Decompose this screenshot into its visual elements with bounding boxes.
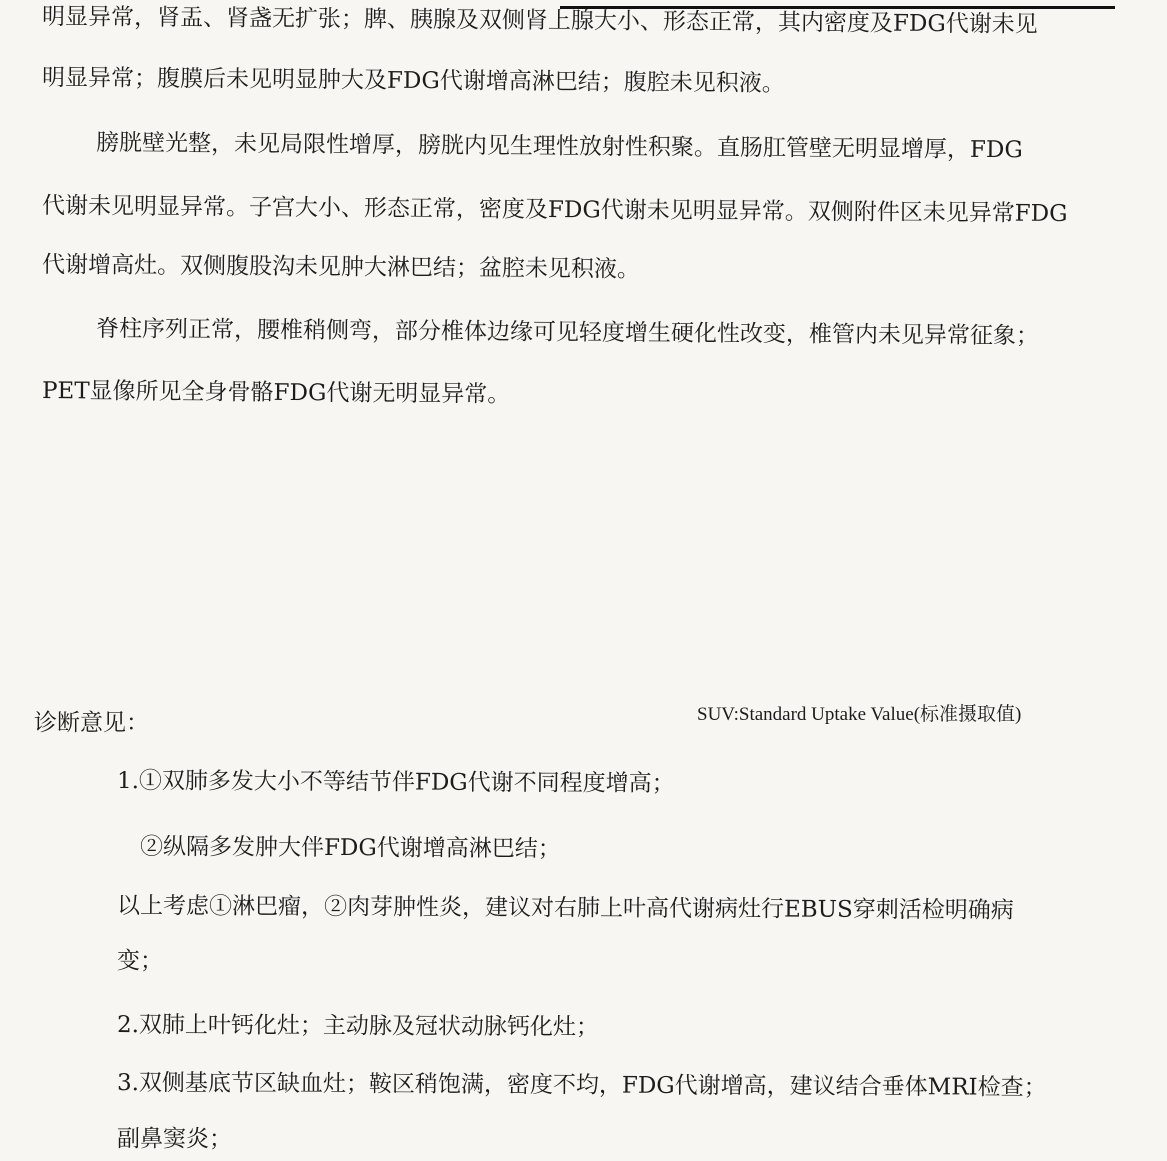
- diagnosis-item-3: 3.双侧基底节区缺血灶；鞍区稍饱满，密度不均，FDG代谢增高，建议结合垂体MRI检查；: [116, 1070, 1047, 1101]
- diagnosis-item-1-1: 1.①双肺多发大小不等结节伴FDG代谢不同程度增高；: [116, 768, 675, 797]
- diagnosis-item-1-2: ②纵隔多发肿大伴FDG代谢增高淋巴结；: [139, 834, 561, 863]
- diagnosis-heading: 诊断意见：: [34, 710, 149, 736]
- findings-spine-line-1: 脊柱序列正常，腰椎稍侧弯，部分椎体边缘可见轻度增生硬化性改变，椎管内未见异常征象；: [95, 316, 1040, 350]
- findings-spine-line-2: PET显像所见全身骨骼FDG代谢无明显异常。: [41, 378, 511, 408]
- findings-pelvis-line-1: 膀胱壁光整，未见局限性增厚，膀胱内见生理性放射性积聚。直肠肛管壁无明显增厚，FDG: [95, 130, 1023, 164]
- suv-footnote: SUV:Standard Uptake Value(标准摄取值): [697, 704, 1022, 725]
- findings-pelvis-line-2: 代谢未见明显异常。子宫大小、形态正常，密度及FDG代谢未见明显异常。双侧附件区未见异常FDG: [41, 193, 1068, 228]
- findings-pelvis-line-3: 代谢增高灶。双侧腹股沟未见肿大淋巴结；盆腔未见积液。: [41, 252, 641, 283]
- diagnosis-item-2: 2.双肺上叶钙化灶；主动脉及冠状动脉钙化灶；: [116, 1012, 600, 1041]
- diagnosis-item-3-cont: 副鼻窦炎；: [117, 1126, 232, 1152]
- diagnosis-item-1-conclusion: 以上考虑①淋巴瘤，②肉芽肿性炎，建议对右肺上叶高代谢病灶行EBUS穿刺活检明确病: [116, 893, 1014, 924]
- findings-abdomen-line-1: 明显异常，肾盂、肾盏无扩张；脾、胰腺及双侧肾上腺大小、形态正常，其内密度及FDG代谢未见: [41, 4, 1038, 38]
- findings-abdomen-line-2: 明显异常；腹膜后未见明显肿大及FDG代谢增高淋巴结；腹腔未见积液。: [41, 65, 785, 97]
- diagnosis-item-1-conclusion-cont: 变；: [117, 948, 163, 974]
